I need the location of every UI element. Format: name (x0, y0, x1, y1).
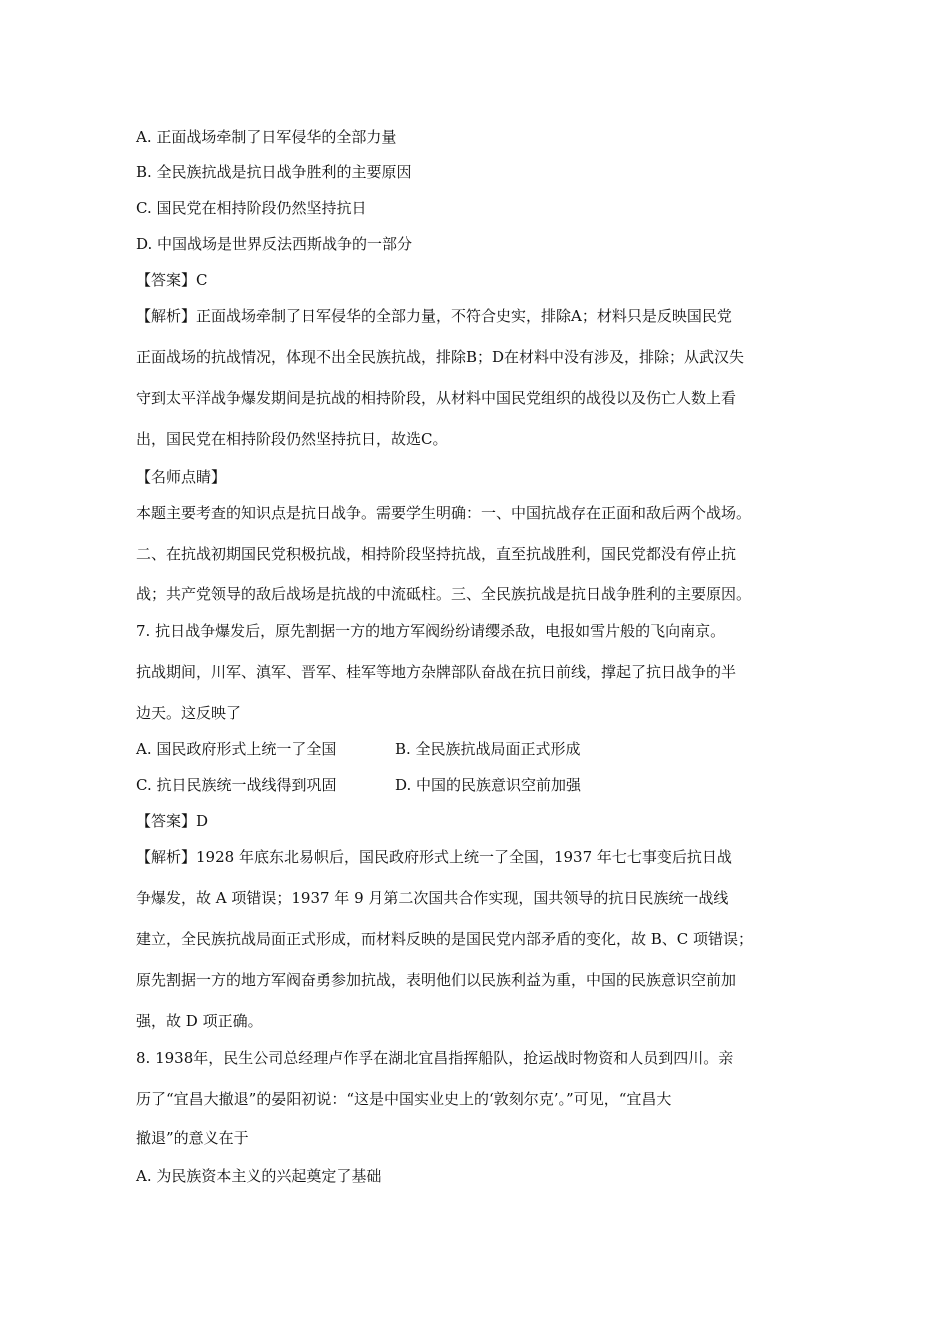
q8-stem-line-3: 撤退”的意义在于 (136, 1129, 249, 1147)
q8-stem-line-2: 历了“宜昌大撤退”的晏阳初说：“这是中国实业史上的‘敦刻尔克’。”可见，“宜昌大 (136, 1090, 672, 1108)
q7-option-b: B. 全民族抗战局面正式形成 (395, 740, 581, 758)
q6-option-a: A. 正面战场牵制了日军侵华的全部力量 (136, 128, 397, 146)
q6-answer: 【答案】C (136, 271, 208, 289)
q7-analysis-line-4: 原先割据一方的地方军阀奋勇参加抗战，表明他们以民族利益为重，中国的民族意识空前加 (136, 971, 737, 989)
q7-stem-line-1: 7. 抗日战争爆发后，原先割据一方的地方军阀纷纷请缨杀敌，电报如雪片般的飞向南京。 (136, 622, 726, 640)
q7-analysis-line-2: 争爆发，故 A 项错误；1937 年 9 月第二次国共合作实现，国共领导的抗日民族统一战线 (136, 889, 729, 907)
q7-analysis-line-5: 强，故 D 项正确。 (136, 1012, 263, 1030)
q6-tip-line-3: 战；共产党领导的敌后战场是抗战的中流砥柱。三、全民族抗战是抗日战争胜利的主要原因。 (136, 585, 752, 603)
q6-tip-title: 【名师点睛】 (136, 468, 227, 486)
q6-option-c: C. 国民党在相持阶段仍然坚持抗日 (136, 199, 367, 217)
q7-analysis-line-1: 【解析】1928 年底东北易帜后，国民政府形式上统一了全国，1937 年七七事变后抗日战 (136, 848, 732, 866)
q7-option-d: D. 中国的民族意识空前加强 (395, 776, 582, 794)
q7-option-a: A. 国民政府形式上统一了全国 (136, 740, 337, 758)
q7-answer: 【答案】D (136, 812, 209, 830)
q6-analysis-line-1: 【解析】正面战场牵制了日军侵华的全部力量，不符合史实，排除A；材料只是反映国民党 (136, 307, 732, 325)
q7-options-row-1 (136, 739, 581, 759)
q7-analysis-line-3: 建立，全民族抗战局面正式形成，而材料反映的是国民党内部矛盾的变化，故 B、C 项错误； (136, 930, 754, 948)
q7-stem-line-2: 抗战期间，川军、滇军、晋军、桂军等地方杂牌部队奋战在抗日前线，撑起了抗日战争的半 (136, 663, 737, 681)
q7-stem-line-3: 边天。这反映了 (136, 704, 242, 722)
q6-option-b: B. 全民族抗战是抗日战争胜利的主要原因 (136, 163, 412, 181)
q8-option-a: A. 为民族资本主义的兴起奠定了基础 (136, 1167, 382, 1185)
q8-stem-line-1: 8. 1938年，民生公司总经理卢作孚在湖北宜昌指挥船队，抢运战时物资和人员到四川。亲 (136, 1049, 734, 1067)
q6-analysis-line-2: 正面战场的抗战情况，体现不出全民族抗战，排除B；D在材料中没有涉及，排除；从武汉失 (136, 348, 745, 366)
q6-tip-line-1: 本题主要考查的知识点是抗日战争。需要学生明确：一、中国抗战存在正面和敌后两个战场。 (136, 504, 752, 522)
q6-analysis-line-3: 守到太平洋战争爆发期间是抗战的相持阶段，从材料中国民党组织的战役以及伤亡人数上看 (136, 389, 737, 407)
q7-options-row-2 (136, 775, 582, 795)
q7-option-c: C. 抗日民族统一战线得到巩固 (136, 776, 337, 794)
q6-tip-line-2: 二、在抗战初期国民党积极抗战，相持阶段坚持抗战，直至抗战胜利，国民党都没有停止抗 (136, 545, 737, 563)
q6-option-d: D. 中国战场是世界反法西斯战争的一部分 (136, 235, 413, 253)
q6-analysis-line-4: 出，国民党在相持阶段仍然坚持抗日，故选C。 (136, 430, 448, 448)
